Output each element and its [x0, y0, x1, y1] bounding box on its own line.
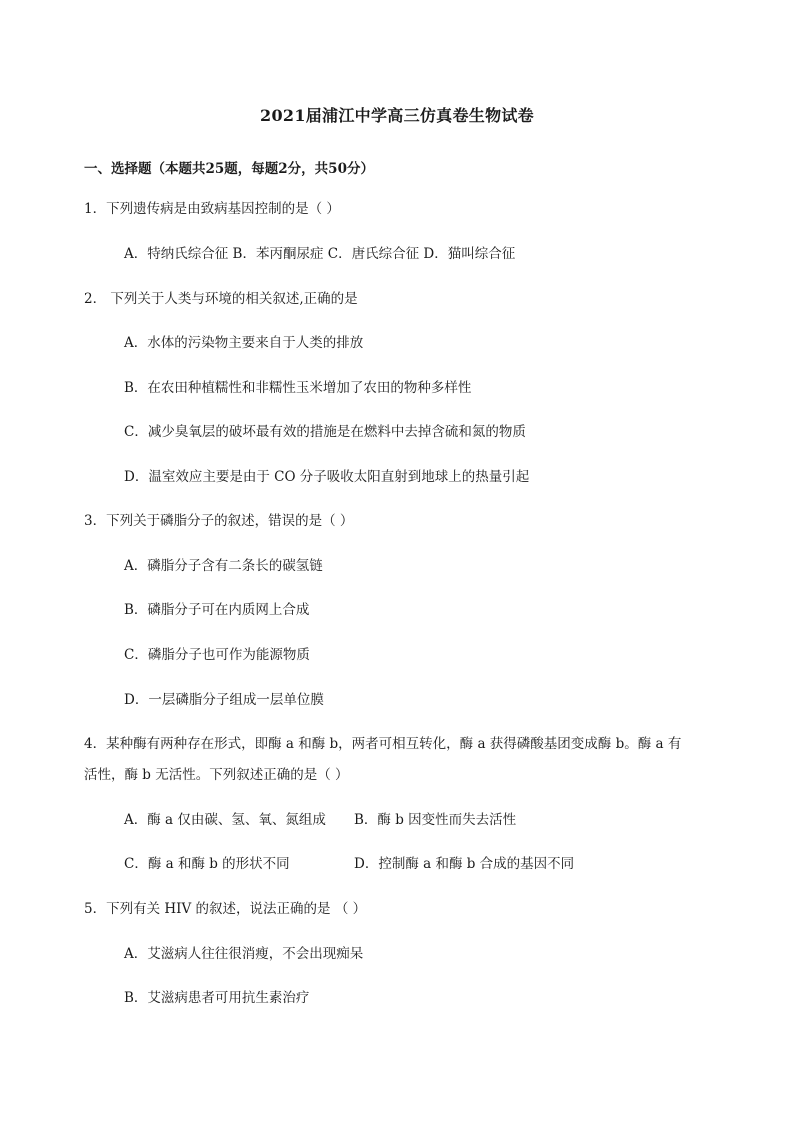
question-3-option-d: D．一层磷脂分子组成一层单位膜 — [124, 692, 324, 708]
exam-title: 2021届浦江中学高三仿真卷生物试卷 — [260, 106, 534, 125]
question-4-stem-line-1: 4．某种酶有两种存在形式，即酶 a 和酶 b，两者可相互转化，酶 a 获得磷酸基团变成酶 b。酶 a 有 — [84, 736, 682, 752]
question-1-options: A．特纳氏综合征 B．苯丙酮尿症 C．唐氏综合征 D．猫叫综合征 — [124, 246, 516, 262]
question-2-stem: 2． 下列关于人类与环境的相关叙述,正确的是 — [84, 291, 358, 307]
question-4-option-d: D．控制酶 a 和酶 b 合成的基因不同 — [354, 856, 575, 872]
question-2-option-b: B．在农田种植糯性和非糯性玉米增加了农田的物种多样性 — [124, 380, 472, 396]
section-heading: 一、选择题（本题共25题，每题2分，共50分） — [84, 161, 374, 177]
question-5-stem: 5．下列有关 HIV 的叙述，说法正确的是 （ ） — [84, 901, 367, 917]
question-3-option-a: A．磷脂分子含有二条长的碳氢链 — [124, 558, 323, 574]
question-2-option-a: A．水体的污染物主要来自于人类的排放 — [124, 335, 364, 351]
question-5-option-a: A．艾滋病人往往很消瘦，不会出现痴呆 — [124, 946, 364, 962]
question-3-option-b: B．磷脂分子可在内质网上合成 — [124, 602, 310, 618]
question-4-option-a: A．酶 a 仅由碳、氢、氧、氮组成 — [124, 812, 326, 828]
question-3-stem: 3．下列关于磷脂分子的叙述，错误的是（ ） — [84, 513, 354, 529]
question-4-stem-line-2: 活性，酶 b 无活性。下列叙述正确的是（ ） — [84, 767, 349, 783]
question-4-option-b: B．酶 b 因变性而失去活性 — [354, 812, 517, 828]
question-1-stem: 1．下列遗传病是由致病基因控制的是（ ） — [84, 201, 340, 217]
question-2-option-c: C．减少臭氧层的破坏最有效的措施是在燃料中去掉含硫和氮的物质 — [124, 424, 526, 440]
question-3-option-c: C．磷脂分子也可作为能源物质 — [124, 647, 310, 663]
question-5-option-b: B．艾滋病患者可用抗生素治疗 — [124, 990, 310, 1006]
question-2-option-d: D．温室效应主要是由于 CO 分子吸收太阳直射到地球上的热量引起 — [124, 469, 530, 485]
question-4-option-c: C．酶 a 和酶 b 的形状不同 — [124, 856, 290, 872]
